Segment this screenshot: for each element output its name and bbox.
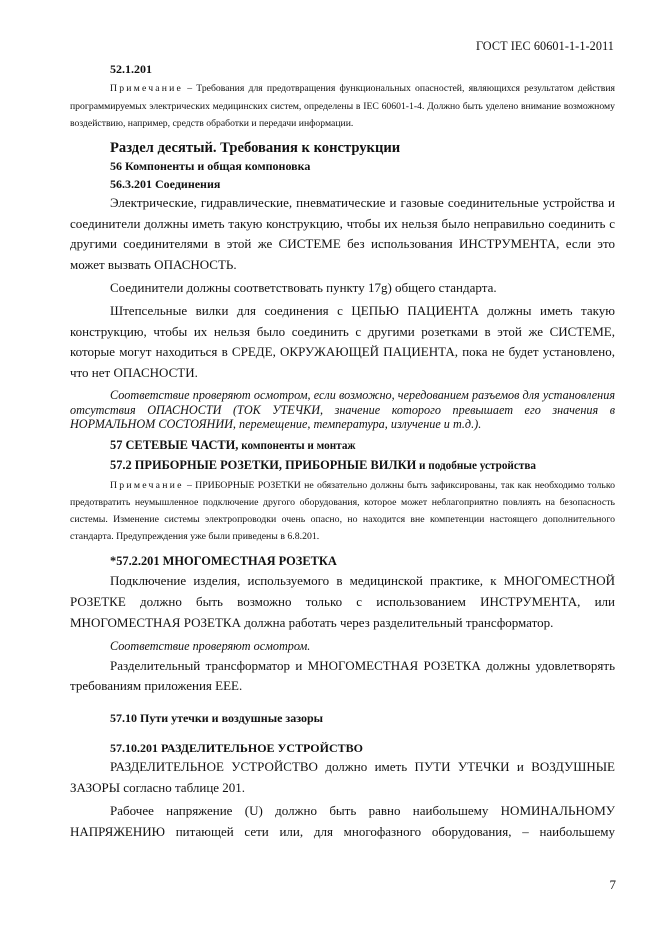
- clause-57-2-note: [70, 477, 615, 546]
- page-body: [70, 38, 615, 844]
- note-label: Примечание: [110, 479, 184, 491]
- clause-56-title: 56 Компоненты и общая компоновка: [110, 158, 311, 173]
- note-text: – Требования для предотвращения функциональных опасностей, являющихся результатом действия программируемых электрических медицинских систем, определены в IEC 60601-1-4. Должно быть уделено внимание возможному воздействию, например, средств обработки и передачи информации.: [70, 83, 615, 130]
- note-label: Примечание: [110, 83, 184, 94]
- clause-57-2-title: [110, 456, 615, 476]
- clause-56-3-201-title: 56.3.201 Соединения: [110, 176, 221, 191]
- page-number: 7: [609, 877, 616, 892]
- section-10-title: Раздел десятый. Требования к конструкции: [110, 139, 401, 156]
- clause-57-10-201-title: 57.10.201 РАЗДЕЛИТЕЛЬНОЕ УСТРОЙСТВО: [110, 741, 363, 756]
- clause-56-3-201-paragraph-1: Электрические, гидравлические, пневматические и газовые соединительные устройства и соединители должны иметь такую конструкцию, чтобы их нельзя было неправильно соединить с другими соединителями в этой же СИСТЕМЕ без использования ИНСТРУМЕНТА, если это может вызвать ОПАСНОСТЬ.: [70, 194, 615, 273]
- clause-57-10-201-paragraph-2: Рабочее напряжение (U) должно быть равно наибольшему НОМИНАЛЬНОМУ НАПРЯЖЕНИЮ питающей сети или, для многофазного оборудования, – наибольшему: [70, 802, 615, 839]
- clause-57-2-201-compliance: Соответствие проверяют осмотром.: [110, 638, 311, 653]
- clause-52-1-201-note: [70, 80, 615, 133]
- clause-52-1-201-number: 52.1.201: [110, 62, 152, 76]
- clause-56-3-201-compliance: Соответствие проверяют осмотром, если возможно, чередованием разъемов для установления отсутствия ОПАСНОСТИ (ТОК УТЕЧКИ, значение которого превышает его значения в НОРМАЛЬНОМ СОСТОЯНИИ, перемещение, температура, излучение и т.д.).: [70, 387, 615, 432]
- clause-57-title-caps: 57 СЕТЕВЫЕ ЧАСТИ,: [110, 437, 239, 452]
- clause-57-10-201-paragraph-1: РАЗДЕЛИТЕЛЬНОЕ УСТРОЙСТВО должно иметь ПУТИ УТЕЧКИ и ВОЗДУШНЫЕ ЗАЗОРЫ согласно таблице 201.: [70, 759, 615, 795]
- clause-57-2-201-paragraph-2: Разделительный трансформатор и МНОГОМЕСТНАЯ РОЗЕТКА должны удовлетворять требованиям приложения ЕЕЕ.: [70, 657, 615, 694]
- clause-57-2-title-caps: 57.2 ПРИБОРНЫЕ РОЗЕТКИ, ПРИБОРНЫЕ ВИЛКИ: [110, 458, 417, 473]
- clause-57-title: [110, 436, 615, 456]
- clause-57-2-201-paragraph-1: Подключение изделия, используемого в медицинской практике, к МНОГОМЕСТНОЙ РОЗЕТКЕ должно быть возможно только с использованием ИНСТРУМЕНТА, или МНОГОМЕСТНАЯ РОЗЕТКА должна работать через разделительный трансформатор.: [70, 573, 615, 630]
- document-code: ГОСТ IEC 60601-1-1-2011: [475, 39, 614, 53]
- clause-57-2-201-title: *57.2.201 МНОГОМЕСТНАЯ РОЗЕТКА: [110, 553, 337, 568]
- clause-56-3-201-paragraph-3: Штепсельные вилки для соединения с ЦЕПЬЮ ПАЦИЕНТА должны иметь такую конструкцию, чтобы их нельзя было соединить с другими розетками в этой же СИСТЕМЕ, которые могут находиться в СРЕДЕ, ОКРУЖАЮЩЕЙ ПАЦИЕНТА, пока не будет установлено, что нет ОПАСНОСТИ.: [70, 302, 615, 381]
- clause-57-10-title: 57.10 Пути утечки и воздушные зазоры: [110, 711, 324, 726]
- clause-57-2-title-rest: и подобные устройства: [416, 460, 536, 473]
- clause-56-3-201-paragraph-2: Соединители должны соответствовать пункту 17g) общего стандарта.: [110, 279, 497, 295]
- note-text: – ПРИБОРНЫЕ РОЗЕТКИ не обязательно должны быть зафиксированы, так как необходимо только предотвратить неумышленное подключение другого оборудования, которое может неблагоприятно повлиять на безопасность системы. Изменение системы электропроводки очень опасно, но находится вне компетенции настоящего дополнительного стандарта. Предупреждения уже были приведены в 6.8.201.: [70, 479, 615, 543]
- clause-57-title-rest: компоненты и монтаж: [238, 439, 356, 452]
